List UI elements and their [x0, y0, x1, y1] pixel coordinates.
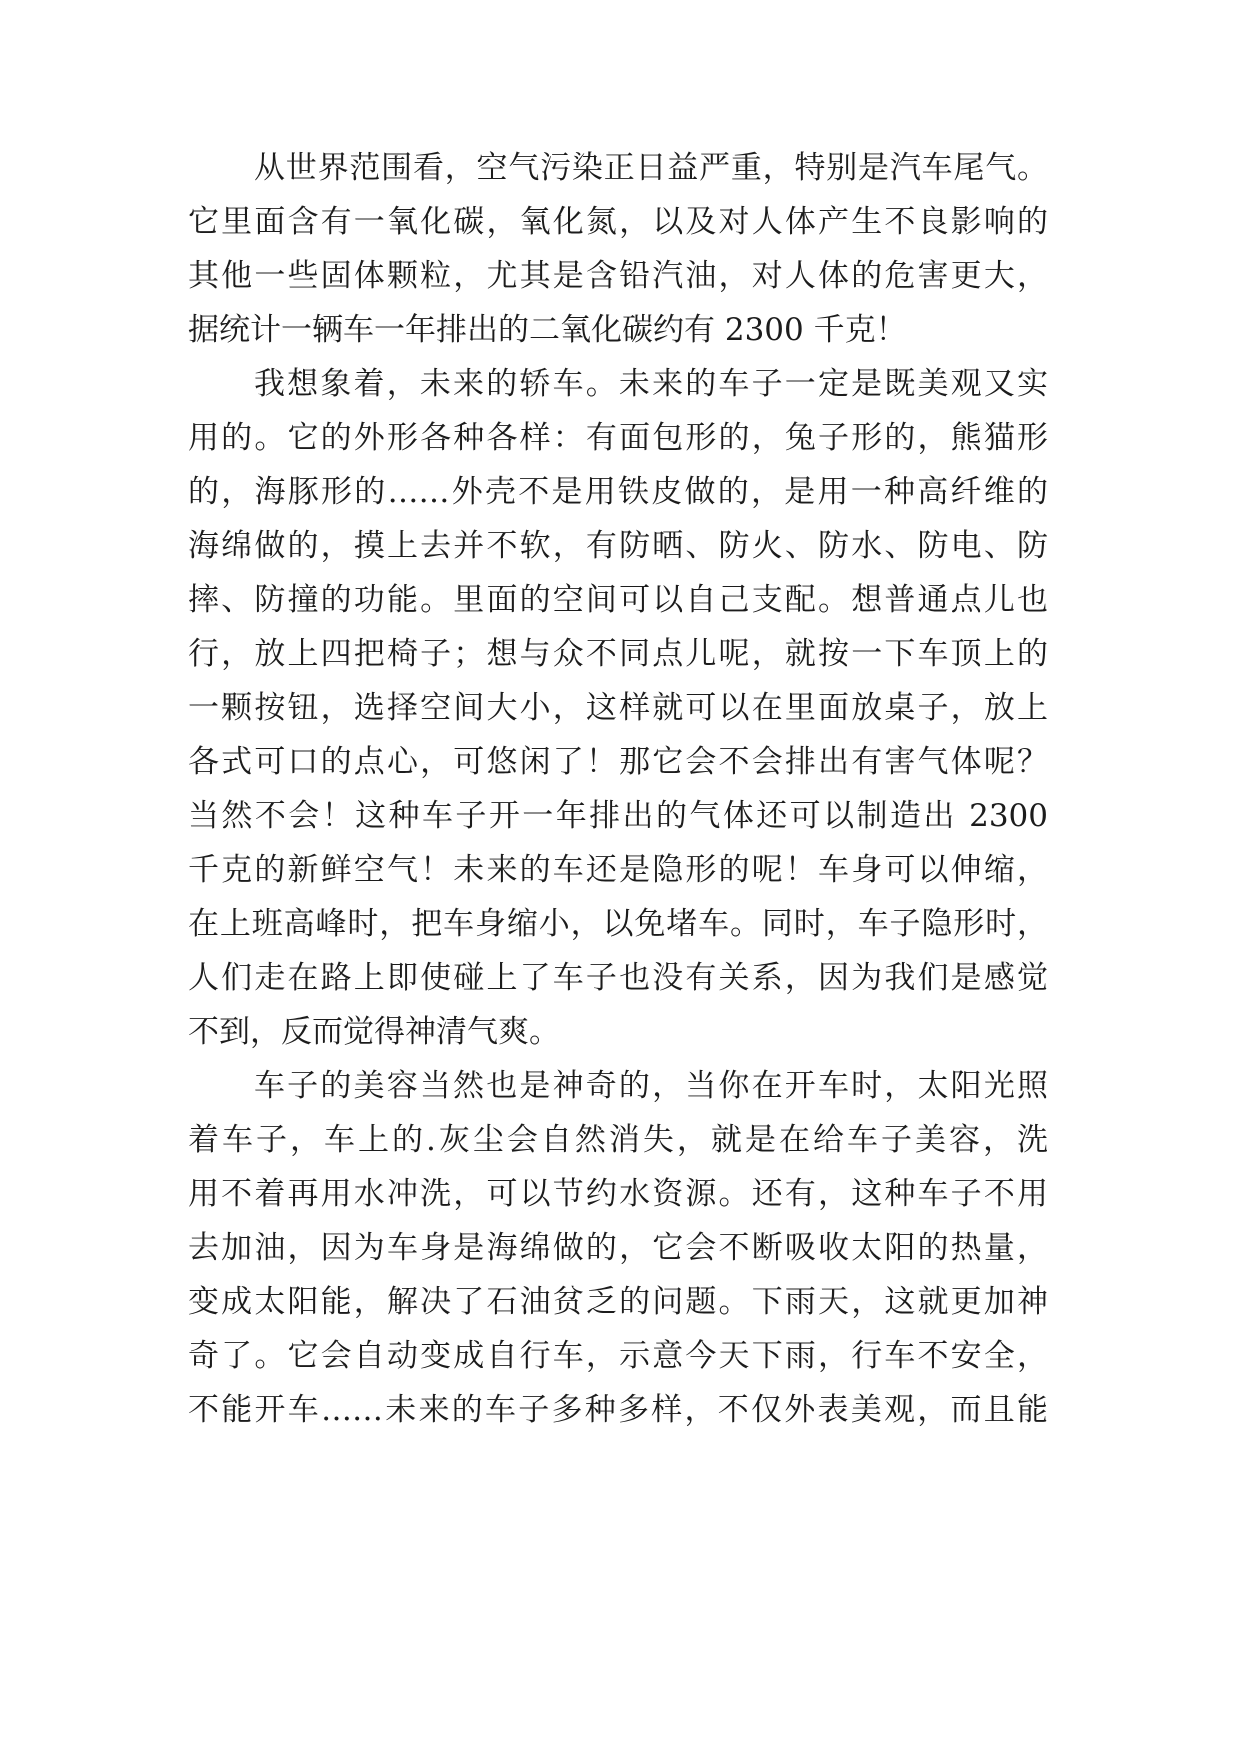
paragraph-2-line-3: 的，海豚形的……外壳不是用铁皮做的，是用一种高纤维的	[188, 474, 1048, 510]
paragraph-3-line-1: 车子的美容当然也是神奇的，当你在开车时，太阳光照	[254, 1068, 1048, 1104]
paragraph-2-line-2: 用的。它的外形各种各样：有面包形的，兔子形的，熊猫形	[188, 420, 1048, 456]
paragraph-2-line-5: 摔、防撞的功能。里面的空间可以自己支配。想普通点儿也	[188, 582, 1048, 618]
paragraph-3-line-5: 变成太阳能，解决了石油贫乏的问题。下雨天，这就更加神	[188, 1284, 1048, 1320]
paragraph-2-line-4: 海绵做的，摸上去并不软，有防晒、防火、防水、防电、防	[188, 528, 1048, 564]
paragraph-2-line-8: 各式可口的点心，可悠闲了！那它会不会排出有害气体呢？	[188, 744, 1048, 780]
paragraph-1-line-3: 其他一些固体颗粒，尤其是含铅汽油，对人体的危害更大，	[188, 258, 1048, 294]
paragraph-2-line-13: 不到，反而觉得神清气爽。	[188, 1014, 560, 1050]
paragraph-1-line-1: 从世界范围看，空气污染正日益严重，特别是汽车尾气。	[254, 150, 1048, 186]
paragraph-2-line-6: 行，放上四把椅子；想与众不同点儿呢，就按一下车顶上的	[188, 636, 1048, 672]
paragraph-2-line-9: 当然不会！这种车子开一年排出的气体还可以制造出 2300	[188, 798, 1048, 834]
paragraph-2-line-10: 千克的新鲜空气！未来的车还是隐形的呢！车身可以伸缩，	[188, 852, 1048, 888]
paragraph-3-line-4: 去加油，因为车身是海绵做的，它会不断吸收太阳的热量，	[188, 1230, 1048, 1266]
paragraph-1-line-4: 据统计一辆车一年排出的二氧化碳约有 2300 千克！	[188, 312, 907, 348]
paragraph-3-line-7: 不能开车……未来的车子多种多样，不仅外表美观，而且能	[188, 1392, 1048, 1428]
paragraph-2-line-11: 在上班高峰时，把车身缩小，以免堵车。同时，车子隐形时，	[188, 906, 1048, 942]
paragraph-2-line-7: 一颗按钮，选择空间大小，这样就可以在里面放桌子，放上	[188, 690, 1048, 726]
paragraph-3-line-6: 奇了。它会自动变成自行车，示意今天下雨，行车不安全，	[188, 1338, 1048, 1374]
paragraph-2-line-1: 我想象着，未来的轿车。未来的车子一定是既美观又实	[254, 366, 1048, 402]
paragraph-3-line-3: 用不着再用水冲洗，可以节约水资源。还有，这种车子不用	[188, 1176, 1048, 1212]
paragraph-2-line-12: 人们走在路上即使碰上了车子也没有关系，因为我们是感觉	[188, 960, 1048, 996]
paragraph-3-line-2: 着车子，车上的.灰尘会自然消失，就是在给车子美容，洗	[188, 1122, 1048, 1158]
paragraph-1-line-2: 它里面含有一氧化碳，氧化氮，以及对人体产生不良影响的	[188, 204, 1048, 240]
